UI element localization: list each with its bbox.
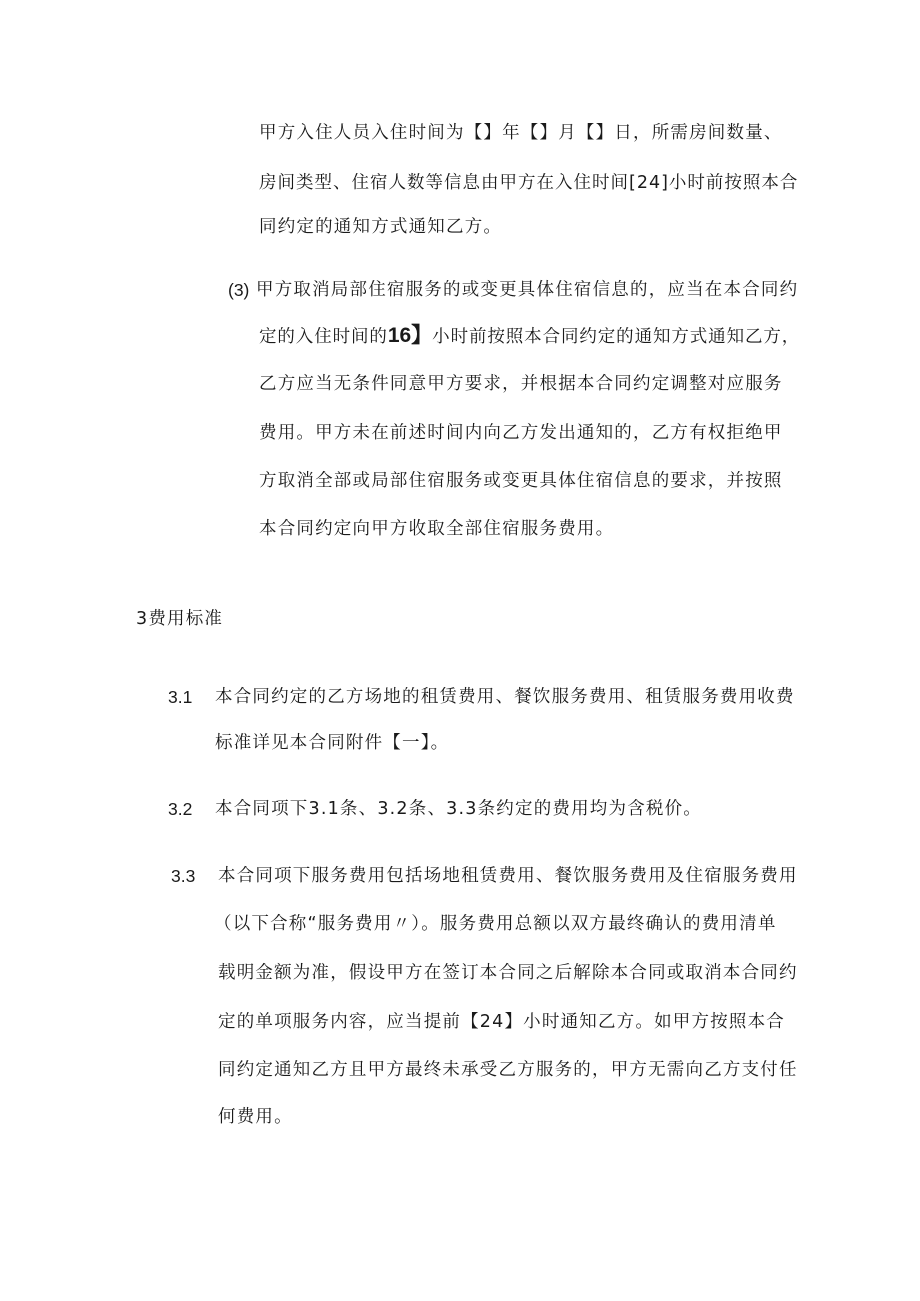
text-line: 方取消全部或局部住宿服务或变更具体住宿信息的要求，并按照: [259, 471, 783, 491]
text-line: 同约定的通知方式通知乙方。: [259, 217, 503, 237]
text-line: 何费用。: [218, 1107, 293, 1127]
text-line: （以下合称“服务费用〃）。服务费用总额以双方最终确认的费用清单: [214, 914, 777, 934]
text-line: 乙方应当无条件同意甲方要求，并根据本合同约定调整对应服务: [259, 374, 783, 394]
text-line: 甲方入住人员入住时间为【】年【】月【】日，所需房间数量、: [259, 123, 783, 143]
hours-value: 16】: [387, 324, 433, 347]
text-line: 同约定通知乙方且甲方最终未承受乙方服务的，甲方无需向乙方支付任: [218, 1060, 798, 1080]
text-line: 房间类型、住宿人数等信息由甲方在入住时间[24]小时前按照本合: [259, 173, 799, 193]
text-line: 本合同约定向甲方收取全部住宿服务费用。: [259, 519, 615, 539]
text-line: 费用。甲方未在前述时间内向乙方发出通知的，乙方有权拒绝甲: [259, 423, 783, 443]
text-line: 本合同项下3.1条、3.2条、3.3条约定的费用均为含税价。: [215, 799, 702, 819]
text-line: 定的单项服务内容，应当提前【24】小时通知乙方。如甲方按照本合: [218, 1012, 785, 1032]
text-line: 甲方取消局部住宿服务的或变更具体住宿信息的，应当在本合同约: [256, 280, 799, 300]
text-line: 载明金额为准，假设甲方在签订本合同之后解除本合同或取消本合同约: [218, 963, 798, 983]
clause-number: 3.1: [168, 687, 193, 707]
item-number: (3): [228, 280, 250, 300]
text-line: 本合同项下服务费用包括场地租赁费用、餐饮服务费用及住宿服务费用: [218, 866, 798, 886]
text-line: 标准详见本合同附件【一】。: [215, 733, 450, 753]
text-fragment: 小时前按照本合同约定的通知方式通知乙方，: [432, 327, 801, 347]
section-heading: 3费用标准: [136, 609, 224, 629]
text-line: 本合同约定的乙方场地的租赁费用、餐饮服务费用、租赁服务费用收费: [215, 687, 795, 707]
clause-number: 3.3: [171, 866, 196, 886]
clause-number: 3.2: [168, 799, 193, 819]
text-fragment: 定的入住时间的: [259, 327, 388, 347]
text-line: [259, 324, 800, 349]
